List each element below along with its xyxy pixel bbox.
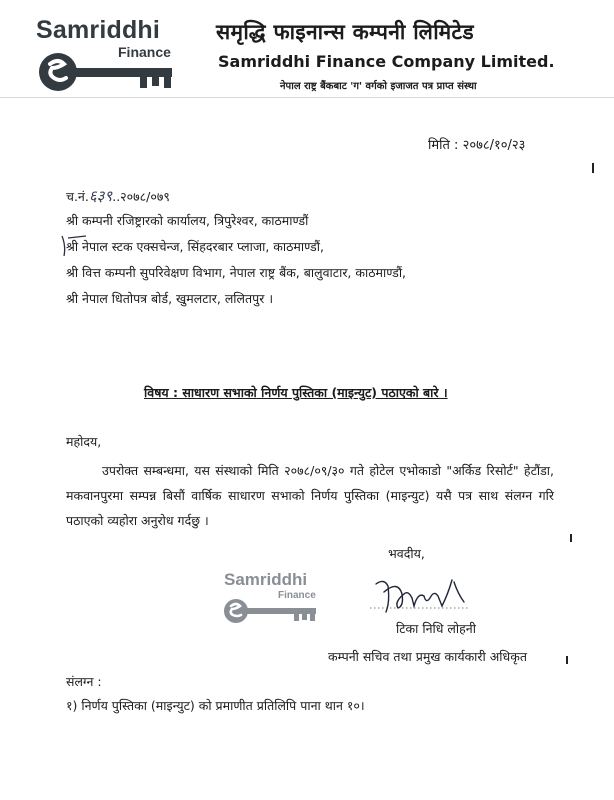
- company-name-np: समृद्धि फाइनान्स कम्पनी लिमिटेड: [216, 20, 474, 44]
- reference-number: [66, 186, 170, 206]
- scan-mark: [570, 534, 572, 542]
- handwritten-signature-icon: [368, 572, 478, 618]
- signatory-name: टिका निधि लोहनी: [396, 621, 476, 636]
- stamp-brand-sub: Finance: [278, 590, 316, 601]
- letter-body: उपरोक्त सम्बन्धमा, यस संस्थाको मिति २०७८/०९/३० गते होटेल एभोकाडो "अर्किड रिसोर्ट" हेटौंडा, मकवानपुरमा सम्पन्न बिसौं वार्षिक साधारण सभाको निर्णय पुस्तिका (माइन्युट) यसै पत्र साथ संलग्न गरि पठाएको व्यहोरा अनुरोध गर्दछु ।: [66, 463, 554, 528]
- subject-line: विषय : साधारण सभाको निर्णय पुस्तिका (माइन्युट) पठाएको बारे ।: [144, 385, 448, 400]
- stamp-key-icon: [222, 596, 318, 626]
- salutation: महोदय,: [66, 434, 102, 449]
- brand-name: Samriddhi: [36, 16, 161, 44]
- recipient-line: श्री नेपाल स्टक एक्सचेन्ज, सिंहदरबार प्लाजा, काठमाण्डौं,: [66, 239, 324, 254]
- stamp-brand-name: Samriddhi: [224, 570, 308, 589]
- date-line: मिति : २०७८/१०/२३: [428, 138, 526, 153]
- scan-mark: [592, 163, 594, 173]
- signatory-title: कम्पनी सचिव तथा प्रमुख कार्यकारी अधिकृत: [328, 649, 527, 664]
- recipient-line: श्री कम्पनी रजिष्ट्रारको कार्यालय, त्रिपुरेश्वर, काठमाण्डौं: [66, 213, 309, 228]
- header-divider: [0, 97, 614, 98]
- license-note: नेपाल राष्ट्र बैंकबाट 'ग' वर्गको इजाजत पत्र प्राप्त संस्था: [280, 81, 477, 92]
- scan-mark: [566, 656, 568, 664]
- handwritten-check-mark-icon: [60, 232, 90, 258]
- company-name-en: Samriddhi Finance Company Limited.: [218, 52, 555, 71]
- reference-handwritten-number: ६३९: [88, 187, 113, 205]
- recipient-line: श्री नेपाल धितोपत्र बोर्ड, खुमलटार, ललितपुर ।: [66, 291, 274, 306]
- recipient-line: श्री वित्त कम्पनी सुपरिवेक्षण विभाग, नेपाल राष्ट्र बैंक, बालुवाटार, काठमाण्डौं,: [66, 265, 407, 280]
- enclosure-label: संलग्न :: [66, 674, 102, 689]
- reference-prefix: च.नं.: [66, 189, 89, 204]
- reference-suffix: ..२०७८/०७९: [112, 189, 170, 204]
- closing: भवदीय,: [388, 546, 425, 561]
- brand-sub: Finance: [118, 44, 171, 60]
- key-logo-icon: [36, 50, 176, 94]
- enclosure-item: १) निर्णय पुस्तिका (माइन्युट) को प्रमाणीत प्रतिलिपि पाना थान १०।: [66, 698, 365, 713]
